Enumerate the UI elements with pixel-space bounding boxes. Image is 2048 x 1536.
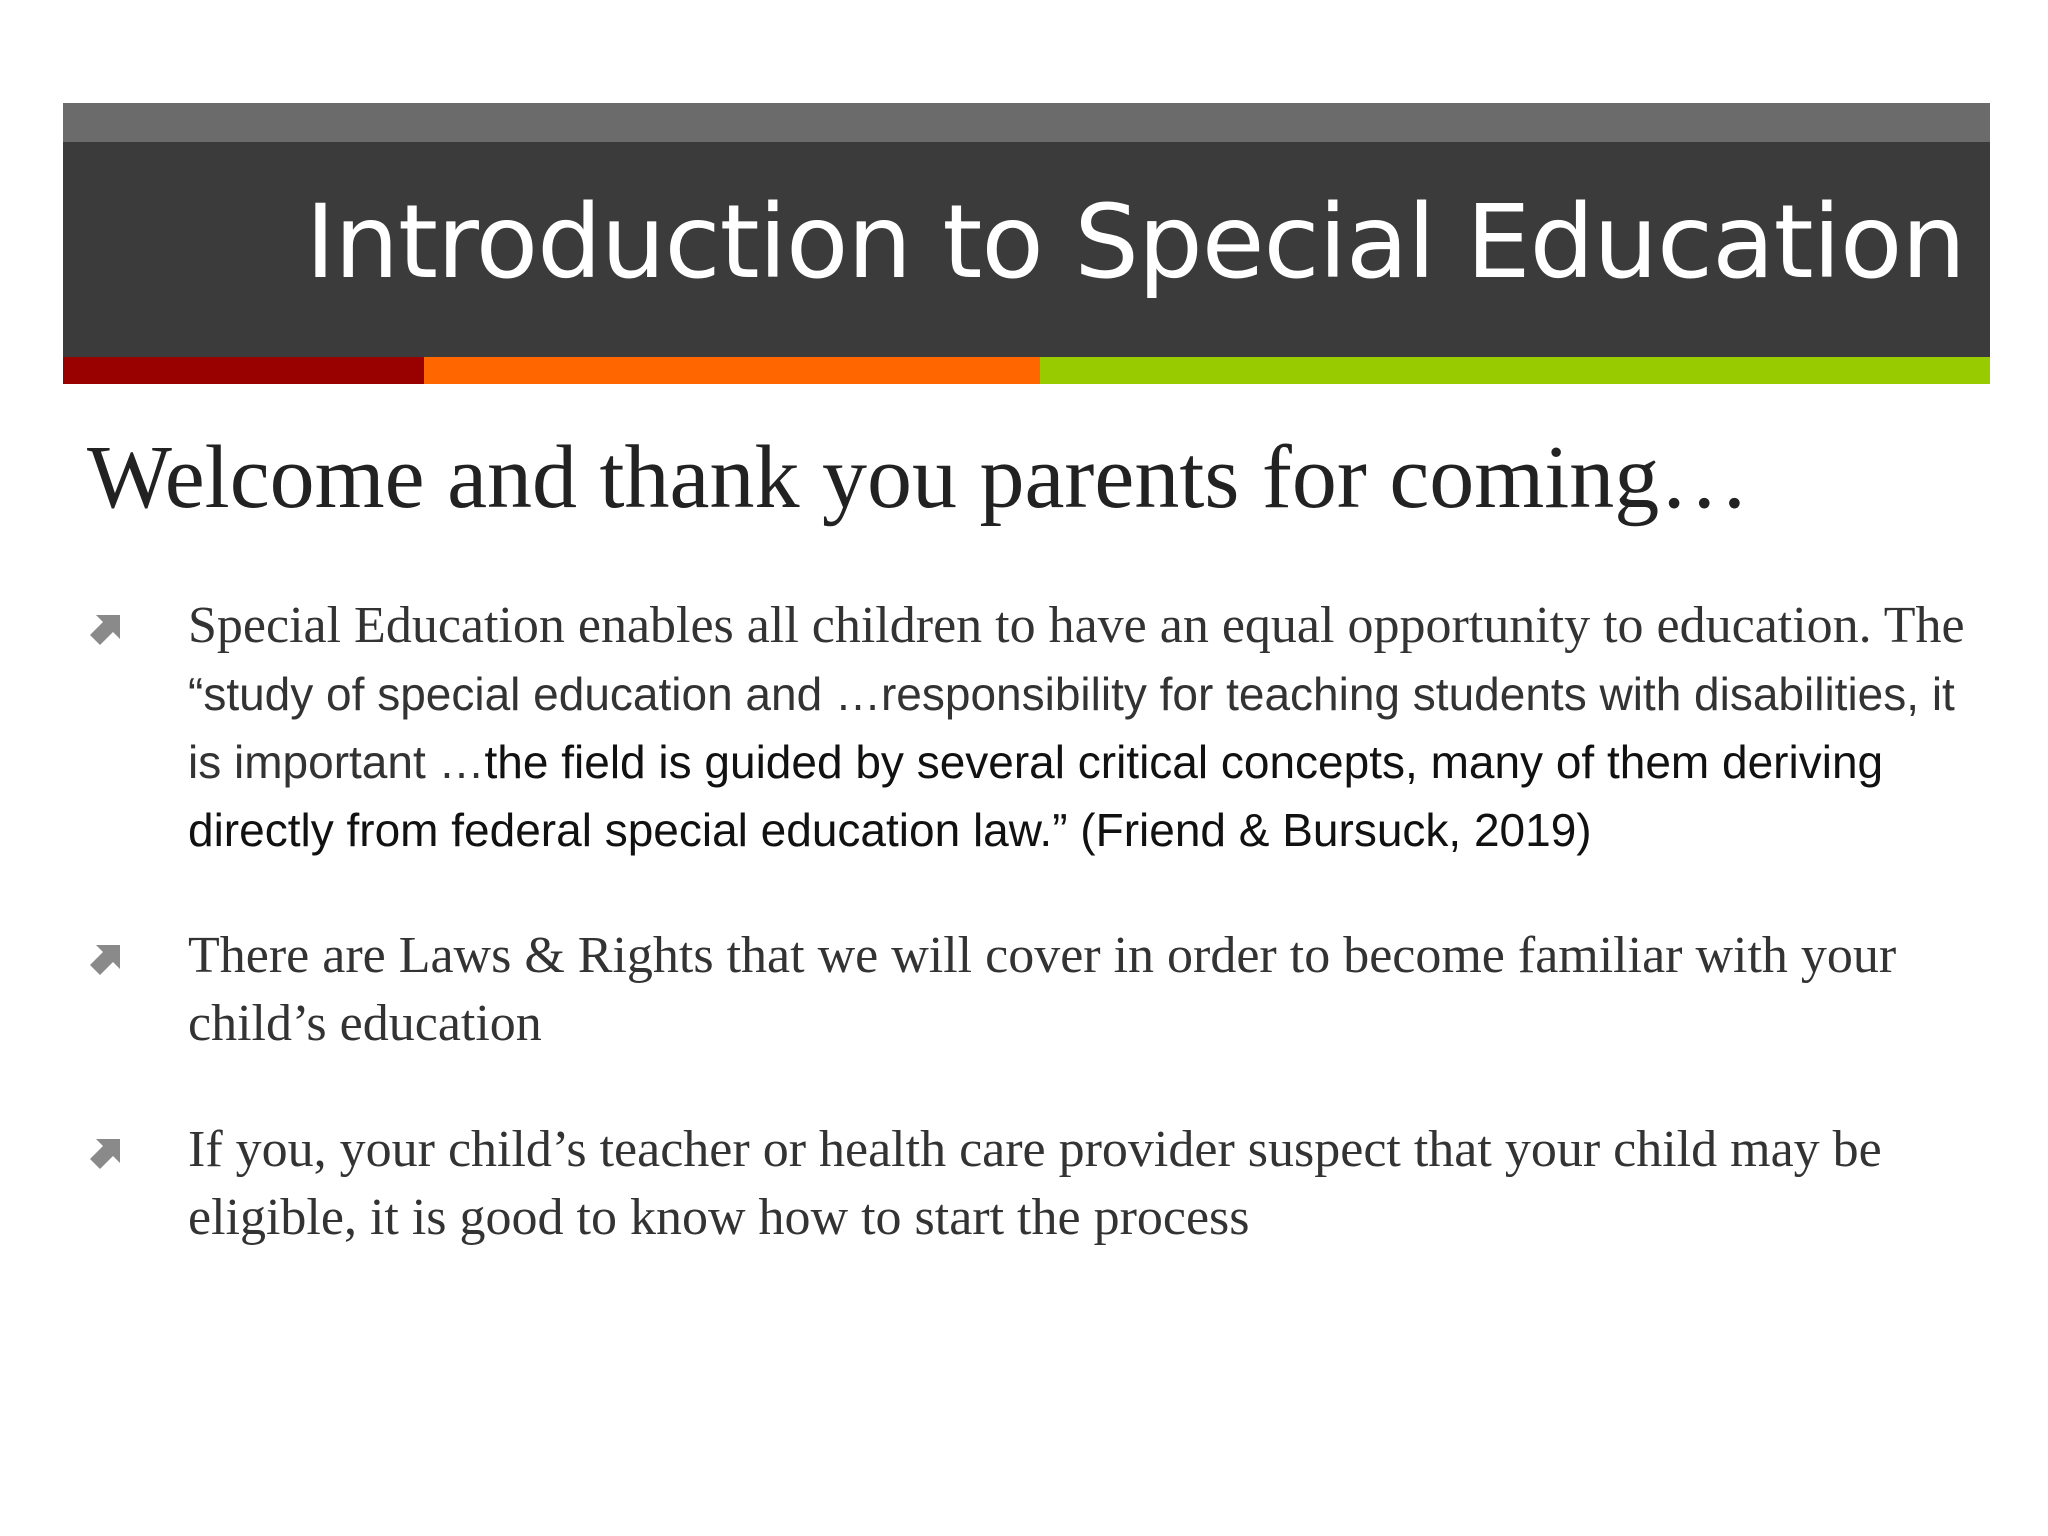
bullet-text	[188, 592, 1968, 864]
bullet-item	[88, 1116, 1968, 1252]
accent-segment-red	[63, 357, 424, 384]
bullet-text-quote-end: the field is guided by several critical concepts, many of them deriving directly from federal special education law.” (Friend & Bursuck, 2019)	[188, 736, 1884, 856]
bullet-text-quote: “study of special education and …responsibility for teaching students with disabilities, it is important …	[188, 668, 1955, 788]
arrow-up-right-icon	[88, 1133, 124, 1169]
header-top-band	[63, 103, 1990, 142]
arrow-up-right-icon	[88, 939, 124, 975]
accent-segment-orange	[424, 357, 1040, 384]
bullet-text: If you, your child’s teacher or health care provider suspect that your child may be eligible, it is good to know how to start the process	[188, 1121, 1882, 1246]
slide-title: Introduction to Special Education	[305, 183, 1965, 302]
bullet-list	[88, 592, 1968, 1310]
accent-segment-green	[1040, 357, 1990, 384]
accent-bar	[63, 357, 1990, 384]
bullet-item	[88, 592, 1968, 864]
title-banner	[63, 142, 1990, 357]
slide-subtitle: Welcome and thank you parents for coming…	[87, 428, 1750, 527]
bullet-text-serif: Special Education enables all children to have an equal opportunity to education. The	[188, 597, 1965, 654]
bullet-text: There are Laws & Rights that we will cover in order to become familiar with your child’s education	[188, 927, 1897, 1052]
bullet-item	[88, 922, 1968, 1058]
arrow-up-right-icon	[88, 609, 124, 645]
